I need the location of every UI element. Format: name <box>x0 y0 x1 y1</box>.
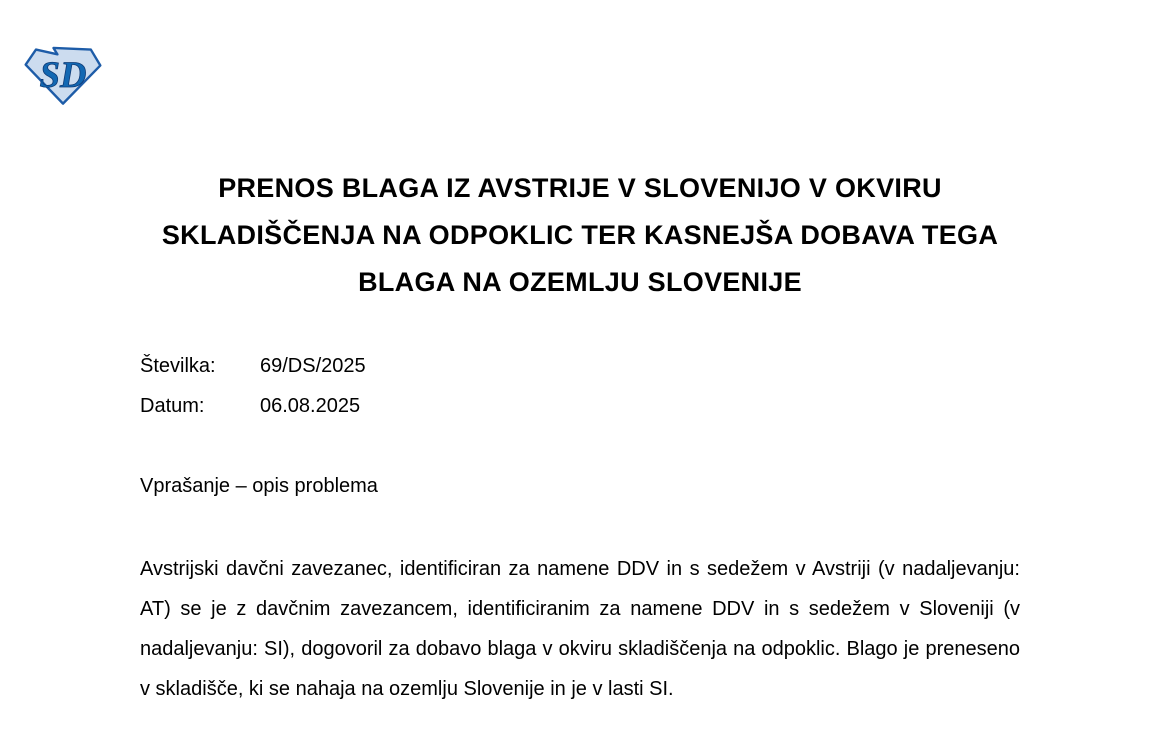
document-title-line-1: PRENOS BLAGA IZ AVSTRIJE V SLOVENIJO V OKVIRU <box>218 173 942 203</box>
number-value: 69/DS/2025 <box>260 355 366 377</box>
number-label: Številka: <box>140 355 216 377</box>
document-title-line-2: SKLADIŠČENJA NA ODPOKLIC TER KASNEJŠA DOBAVA TEGA <box>161 220 999 250</box>
document-title-line-3: BLAGA NA OZEMLJU SLOVENIJE <box>358 267 802 297</box>
document-metadata <box>140 346 1020 426</box>
section-heading: Vprašanje – opis problema <box>140 475 378 497</box>
document-title <box>140 165 1020 306</box>
metadata-row-date <box>140 386 1020 426</box>
sd-diamond-logo-graphic <box>23 44 103 106</box>
sd-diamond-logo <box>23 44 103 106</box>
date-value: 06.08.2025 <box>260 395 361 417</box>
date-label: Datum: <box>140 395 205 417</box>
metadata-row-number <box>140 346 1020 386</box>
logo-letters: SD <box>39 53 87 95</box>
body-paragraph: Avstrijski davčni zavezanec, identificiran za namene DDV in s sedežem v Avstriji (v nadaljevanju: AT) se je z davčnim zavezancem, identificiranim za namene DDV in s sedežem v Sloveniji (v nadaljevanju: SI), dogovoril za dobavo blaga v okviru skladiščenja na odpoklic. Blago je preneseno v skladišče, ki se nahaja na ozemlju Slovenije in je v lasti SI. <box>140 558 1020 700</box>
